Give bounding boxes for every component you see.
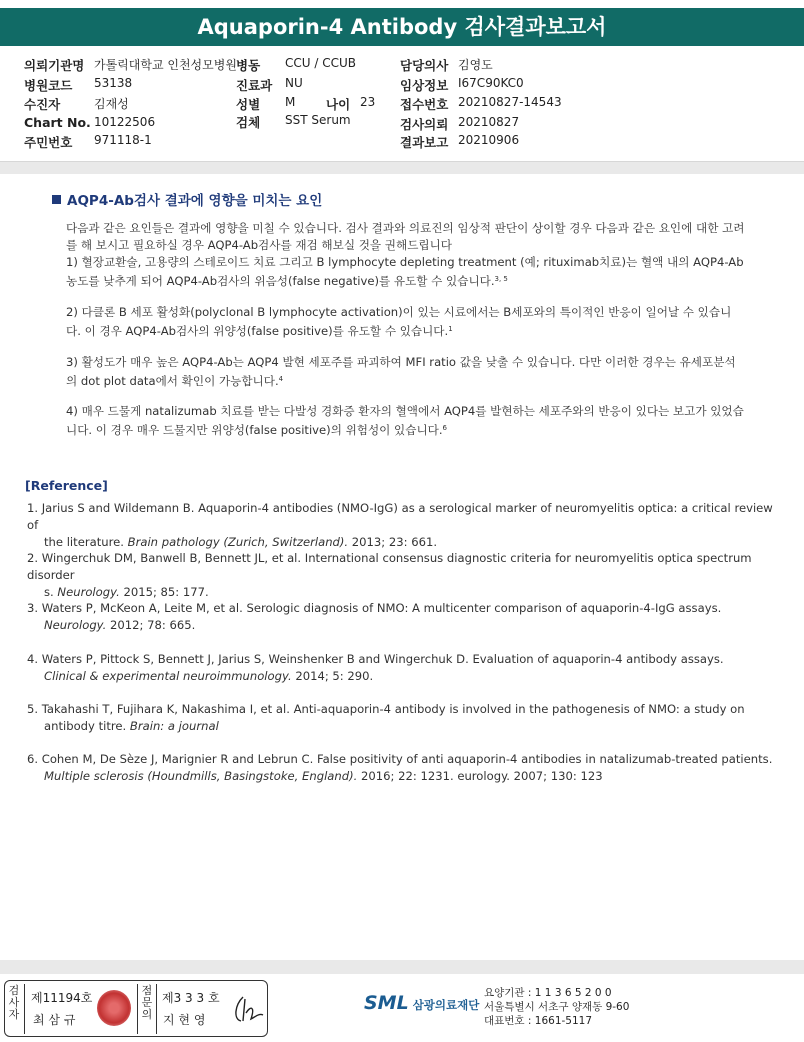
- reference-item-2: 2. Wingerchuk DM, Banwell B, Bennett JL, et al. International consensus diagnostic criteria for neuromyelitis optica spectrum disorder s. Neurology. 2015; 85: 177.: [27, 551, 752, 599]
- footer: [0, 974, 804, 1042]
- reference-item-3: 3. Waters P, McKeon A, Leite M, et al. Serologic diagnosis of NMO: A multicenter comparison of aquaporin-4-IgG assays. Neurology. 2012; 78: 665.: [27, 601, 722, 632]
- report-date-value: 20210906: [458, 133, 520, 147]
- ward-value: CCU / CCUB: [285, 56, 356, 70]
- reference-item-5: 5. Takahashi T, Fujihara K, Nakashima I, et al. Anti-aquaporin-4 antibody is involved in the pathogenesis of NMO: a study on antibody titre. Brain: a journal: [27, 702, 745, 733]
- checker-label: 검사자: [8, 984, 20, 1021]
- age-value: 23: [360, 95, 376, 109]
- age-label: 나이: [326, 97, 351, 112]
- specimen-value: SST Serum: [285, 113, 351, 127]
- reviewer-number: 제3 3 3 호: [162, 991, 220, 1005]
- reference-item-6: 6. Cohen M, De Sèze J, Marignier R and Lebrun C. False positivity of anti aquaporin-4 antibodies in natalizumab-treated patients. Multiple sclerosis (Houndmills, Basingstoke, England). 2016; 22: 1231. eurology. 2007; 130: 123: [27, 752, 773, 783]
- clinical-label: 임상정보: [400, 78, 449, 93]
- reference-item-1: 1. Jarius S and Wildemann B. Aquaporin-4 antibodies (NMO-IgG) as a serological marker of neuromyelitis optica: a critical review of the literature. Brain pathology (Zurich, Switzerland). 2013; 23: 661.: [27, 501, 773, 549]
- company-logo: [364, 992, 479, 1014]
- doctor-value: 김영도: [458, 58, 493, 72]
- signature-box: [4, 980, 268, 1037]
- seal-stamp-icon: [97, 990, 131, 1026]
- chart-value: 10122506: [94, 115, 156, 129]
- agency-number: 요양기관 : 1 1 3 6 5 2 0 0: [484, 987, 612, 999]
- clinical-value: I67C90KC0: [458, 76, 524, 90]
- section-title: [52, 189, 322, 209]
- factor-item-3: 3) 활성도가 매우 높은 AQP4-Ab는 AQP4 발현 세포주를 파괴하여 MFI ratio 값을 낮출 수 있습니다. 다만 이러한 경우는 유세포분석의 dot plot data에서 확인이 가능합니다.$^4$: [66, 355, 736, 388]
- report-date-label: 결과보고: [400, 135, 449, 150]
- address: 서울특별시 서초구 양재동 9-60: [484, 1001, 630, 1013]
- reference-item-4: 4. Waters P, Pittock S, Bennett J, Jarius S, Weinshenker B and Wingerchuk D. Evaluation of aquaporin-4 antibody assays. Clinical & experimental neuroimmunology. 2014; 5: 290.: [27, 652, 724, 683]
- reference-title: [Reference]: [25, 478, 108, 493]
- company-name: 삼광의료재단: [412, 998, 480, 1012]
- specimen-label: 검체: [236, 115, 261, 130]
- request-value: 20210827: [458, 115, 520, 129]
- dept-value: NU: [285, 76, 303, 90]
- signature-icon: [231, 991, 265, 1027]
- sex-label: 성별: [236, 97, 261, 112]
- section-title-text: AQP4-Ab검사 결과에 영향을 미치는 요인: [67, 193, 323, 209]
- patient-value: 김재성: [94, 97, 129, 111]
- reviewer-name: 지 현 영: [163, 1013, 206, 1027]
- patient-label: 수진자: [24, 97, 61, 112]
- patient-info-panel: [0, 50, 804, 162]
- receipt-label: 접수번호: [400, 97, 449, 112]
- hospital-code-value: 53138: [94, 76, 133, 90]
- id-label: 주민번호: [24, 135, 73, 150]
- sex-value: M: [285, 95, 296, 109]
- doctor-label: 담당의사: [400, 58, 449, 73]
- footer-divider-band: [0, 960, 804, 974]
- reviewer-label: 점문의: [141, 984, 153, 1021]
- request-label: 검사의뢰: [400, 117, 449, 132]
- report-title: Aquaporin-4 Antibody 검사결과보고서: [0, 8, 804, 46]
- divider-band: [0, 162, 804, 174]
- receipt-value: 20210827-14543: [458, 95, 562, 109]
- factor-item-1: 1) 혈장교환술, 고용량의 스테로이드 치료 그리고 B lymphocyte depleting treatment (예; rituximab치료)는 혈액 내의 AQP4-Ab농도를 낮추게 되어 AQP4-Ab검사의 위음성(false negative)를 유도할 수 있습니다.$^{3, 5}$: [66, 255, 744, 288]
- company-address-block: [484, 986, 629, 1028]
- logo-text: SML: [364, 992, 409, 1014]
- checker-name: 최 삼 규: [33, 1013, 76, 1027]
- factor-item-2: 2) 다클론 B 세포 활성화(polyclonal B lymphocyte activation)이 있는 시료에서는 B세포와의 특이적인 반응이 일어날 수 있습니다. 이 경우 AQP4-Ab검사의 위양성(false positive)를 유도할 수 있습니다.$^1$: [66, 305, 732, 338]
- hospital-code-label: 병원코드: [24, 78, 73, 93]
- ward-label: 병동: [236, 58, 261, 73]
- factor-item-4: 4) 매우 드물게 natalizumab 치료를 받는 다발성 경화증 환자의 혈액에서 AQP4를 발현하는 세포주와의 반응이 있다는 보고가 있었습니다. 이 경우 매우 드물지만 위양성(false positive)의 위험성이 있습니다.$^6$: [66, 404, 744, 437]
- institution-label: 의뢰기관명: [24, 58, 85, 73]
- phone: 대표번호 : 1661-5117: [484, 1015, 593, 1027]
- dept-label: 진료과: [236, 78, 273, 93]
- checker-number: 제11194호: [31, 991, 93, 1005]
- square-bullet-icon: [52, 195, 61, 204]
- intro-paragraph: 다음과 같은 요인들은 결과에 영향을 미칠 수 있습니다. 검사 결과와 의료진의 임상적 판단이 상이할 경우 다음과 같은 요인에 대한 고려를 해 보시고 필요하실 경우 AQP4-Ab검사를 재검 해보실 것을 권해드립니다: [66, 221, 745, 252]
- id-value: 971118-1: [94, 133, 152, 147]
- institution-value: 가톨릭대학교 인천성모병원: [94, 58, 237, 72]
- chart-label: Chart No.: [24, 115, 91, 130]
